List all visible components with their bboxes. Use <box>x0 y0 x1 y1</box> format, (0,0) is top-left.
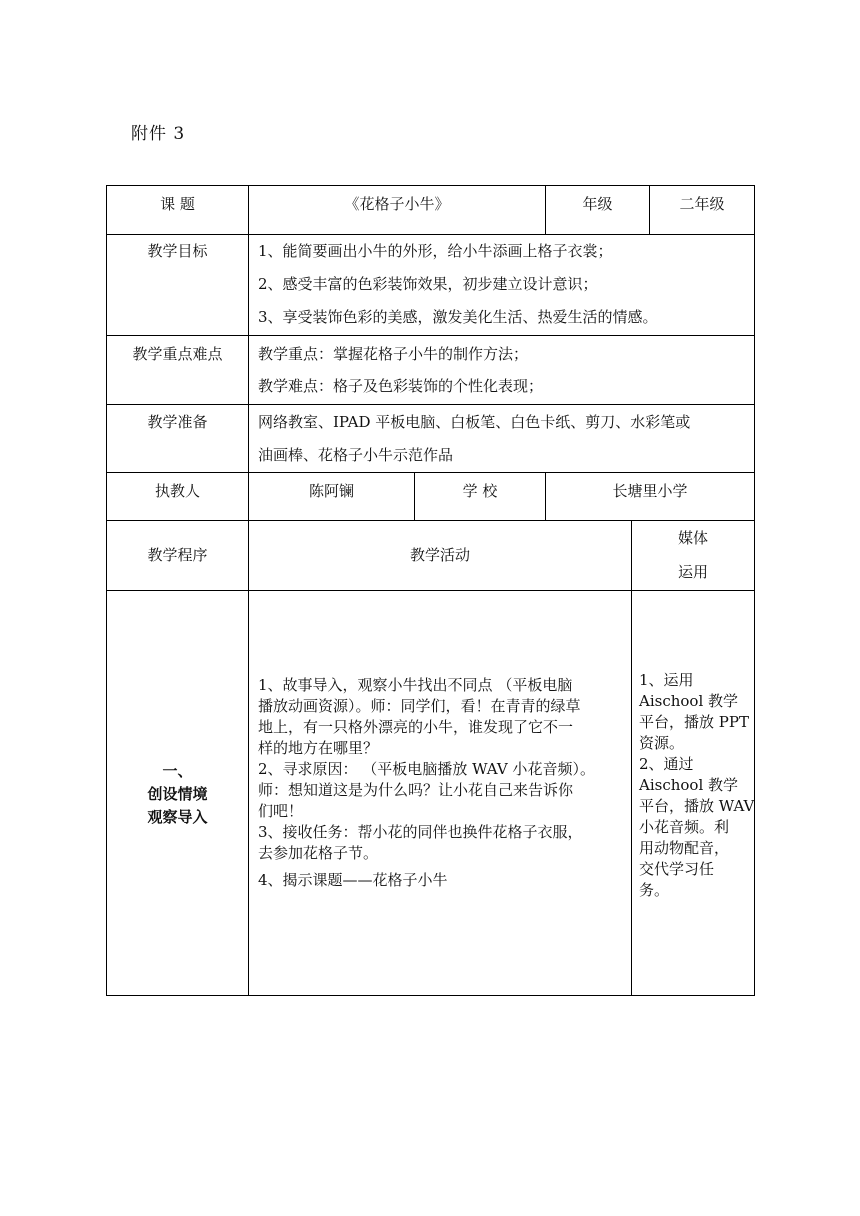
activity-line: 师：想知道这是为什么吗？让小花自己来告诉你 <box>258 781 574 799</box>
annex-label: 附件 3 <box>131 124 186 144</box>
cell-school-name <box>545 472 755 521</box>
preparation-line: 网络教室、IPAD 平板电脑、白板笔、白色卡纸、剪刀、水彩笔或 <box>258 413 691 431</box>
stage-title-line2: 观察导入 <box>147 808 208 826</box>
activity-line: 1、故事导入，观察小牛找出不同点 （平板电脑 <box>258 676 573 694</box>
grade-value: 二年级 <box>679 195 725 213</box>
media-line: Aischool 教学 <box>639 776 739 794</box>
cell-topic-label <box>106 185 249 235</box>
cell-objectives <box>248 234 755 336</box>
cell-grade-label <box>545 185 650 235</box>
lesson-plan-table <box>106 185 755 996</box>
media-line: 1、运用 <box>639 671 694 689</box>
activity-line: 样的地方在哪里？ <box>258 739 379 757</box>
stage-number: 一、 <box>162 762 193 780</box>
teacher-name: 陈阿镧 <box>308 482 354 500</box>
cell-keypoints-label <box>106 335 249 405</box>
media-line: 平台，播放 WAV <box>639 797 755 815</box>
cell-media <box>631 590 755 996</box>
media-header-line1: 媒体 <box>677 529 708 547</box>
activity-header: 教学活动 <box>409 546 470 564</box>
cell-stage <box>106 590 249 996</box>
keypoints-label: 教学重点难点 <box>132 345 223 363</box>
media-line: 用动物配音， <box>639 839 730 857</box>
activity-line: 地上，有一只格外漂亮的小牛，谁发现了它不一 <box>258 718 574 736</box>
activity-line: 播放动画资源）。师：同学们，看！在青青的绿草 <box>258 697 581 715</box>
cell-topic-title <box>248 185 546 235</box>
procedure-header: 教学程序 <box>147 546 208 564</box>
media-header-line2: 运用 <box>677 563 708 581</box>
objective-item: 2、感受丰富的色彩装饰效果，初步建立设计意识； <box>258 275 598 293</box>
cell-activity-header <box>248 520 632 591</box>
objectives-label: 教学目标 <box>147 242 208 260</box>
cell-preparation <box>248 404 755 473</box>
preparation-line: 油画棒、花格子小牛示范作品 <box>258 446 454 464</box>
topic-label: 课 题 <box>160 195 195 213</box>
activity-line: 去参加花格子节。 <box>258 844 379 862</box>
activity-line: 们吧！ <box>258 802 304 820</box>
media-line: Aischool 教学 <box>639 692 739 710</box>
activity-line: 2、寻求原因： （平板电脑播放 WAV 小花音频）。 <box>258 760 595 778</box>
cell-preparation-label <box>106 404 249 473</box>
media-line: 小花音频。利 <box>639 818 730 836</box>
media-line: 平台，播放 PPT <box>639 713 749 731</box>
school-label: 学 校 <box>462 482 498 500</box>
cell-school-label <box>414 472 546 521</box>
keypoint-item: 教学难点：格子及色彩装饰的个性化表现； <box>258 377 544 395</box>
school-name: 长塘里小学 <box>612 482 688 500</box>
stage-title-line1: 创设情境 <box>147 785 208 803</box>
teacher-label: 执教人 <box>154 482 200 500</box>
cell-grade-value <box>649 185 755 235</box>
cell-activity <box>248 590 632 996</box>
media-line: 资源。 <box>639 734 685 752</box>
cell-procedure-header <box>106 520 249 591</box>
cell-objectives-label <box>106 234 249 336</box>
activity-line: 3、接收任务：帮小花的同伴也换件花格子衣服， <box>258 823 583 841</box>
cell-teacher-name <box>248 472 415 521</box>
preparation-label: 教学准备 <box>147 413 208 431</box>
media-line: 务。 <box>639 881 670 899</box>
objective-item: 1、能简要画出小牛的外形，给小牛添画上格子衣裳； <box>258 242 613 260</box>
lesson-title: 《花格子小牛》 <box>344 195 450 213</box>
cell-keypoints <box>248 335 755 405</box>
grade-label: 年级 <box>582 195 613 213</box>
cell-media-header <box>631 520 755 591</box>
cell-teacher-label <box>106 472 249 521</box>
media-line: 2、通过 <box>639 755 694 773</box>
objective-item: 3、享受装饰色彩的美感，激发美化生活、热爱生活的情感。 <box>258 308 658 326</box>
activity-item-4: 4、揭示课题——花格子小牛 <box>258 871 448 889</box>
keypoint-item: 教学重点：掌握花格子小牛的制作方法； <box>258 345 529 363</box>
media-line: 交代学习任 <box>639 860 715 878</box>
